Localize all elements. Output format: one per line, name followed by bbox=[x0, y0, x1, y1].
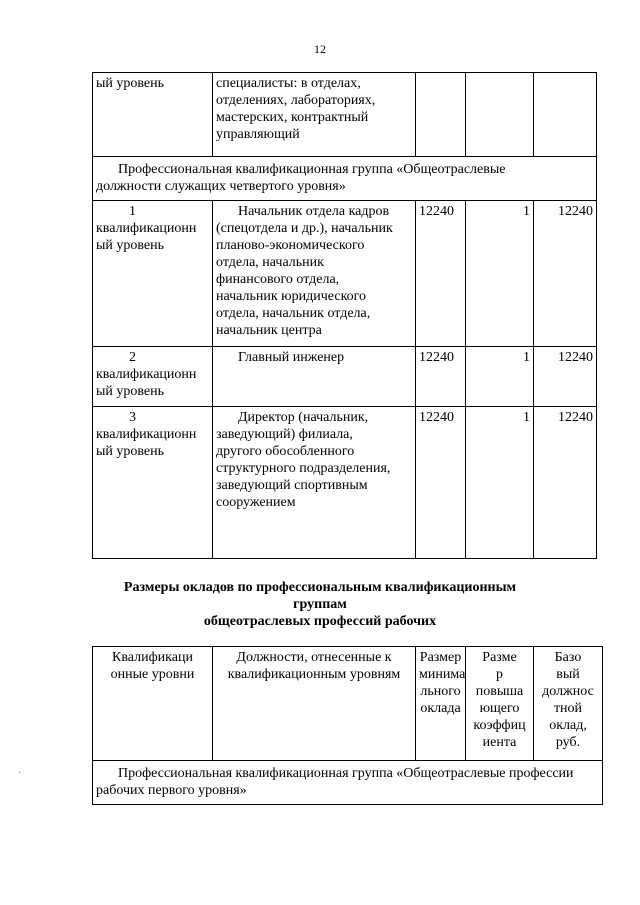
min-salary-cell: 12240 bbox=[416, 407, 466, 559]
position-line: отделениях, лабораториях, bbox=[216, 93, 376, 108]
position-line: заведующий спортивным bbox=[216, 478, 368, 493]
header-line: р bbox=[496, 667, 503, 682]
group-title-row bbox=[93, 761, 603, 805]
header-line: льного bbox=[420, 684, 461, 699]
level-cell bbox=[93, 407, 213, 559]
table-row-continuation bbox=[93, 73, 597, 157]
group-title-cell bbox=[93, 157, 597, 201]
position-line: финансового отдела, bbox=[216, 272, 340, 287]
page-number: 12 bbox=[314, 42, 326, 56]
positions-cell bbox=[213, 407, 416, 559]
level-line: ый уровень bbox=[96, 384, 165, 399]
table-row bbox=[93, 347, 597, 407]
header-line: оклад, bbox=[549, 718, 587, 733]
position-line: Главный инженер bbox=[238, 350, 345, 365]
position-line: (спецотдела и др.), начальник bbox=[216, 221, 393, 236]
empty-cell bbox=[534, 73, 597, 157]
header-line: Размер bbox=[419, 650, 462, 665]
header-line: квалификационным уровням bbox=[227, 667, 401, 682]
level-cell bbox=[93, 201, 213, 347]
heading-line3: общеотраслевых профессий рабочих bbox=[203, 614, 437, 629]
level-number: 1 bbox=[129, 204, 136, 219]
header-line: ющего bbox=[479, 701, 520, 716]
min-salary-cell: 12240 bbox=[416, 347, 466, 407]
header-line: Квалификаци bbox=[112, 650, 193, 665]
level-line: квалификационн bbox=[96, 367, 197, 382]
salary-table-workers bbox=[92, 646, 603, 805]
base-salary-cell: 12240 bbox=[534, 407, 597, 559]
group-title-line2: должности служащих четвертого уровня» bbox=[96, 179, 346, 194]
position-line: отдела, начальник отдела, bbox=[216, 306, 371, 321]
position-line: Начальник отдела кадров bbox=[238, 204, 390, 219]
group-title-cell bbox=[93, 761, 603, 805]
group-title-row bbox=[93, 157, 597, 201]
position-line: Директор (начальник, bbox=[238, 410, 369, 425]
header-row bbox=[93, 647, 603, 761]
header-line: Базо bbox=[554, 650, 582, 665]
positions-cell bbox=[213, 347, 416, 407]
header-min-salary bbox=[416, 647, 466, 761]
base-salary-cell: 12240 bbox=[534, 201, 597, 347]
empty-cell bbox=[416, 73, 466, 157]
position-line: заведующий) филиала, bbox=[216, 427, 353, 442]
coefficient-cell: 1 bbox=[466, 347, 534, 407]
level-line: ый уровень bbox=[96, 238, 165, 253]
scan-mark: · bbox=[18, 768, 22, 779]
header-line: коэффиц bbox=[473, 718, 526, 733]
header-line: повыша bbox=[475, 684, 524, 699]
header-base-salary bbox=[534, 647, 603, 761]
position-line: мастерских, контрактный bbox=[216, 110, 369, 125]
header-line: тной bbox=[553, 701, 583, 716]
salary-table-employees bbox=[92, 72, 597, 559]
group-title-line2: рабочих первого уровня» bbox=[96, 783, 247, 798]
base-salary-cell: 12240 bbox=[534, 347, 597, 407]
position-line: другого обособленного bbox=[216, 444, 355, 459]
level-line: ый уровень bbox=[96, 444, 165, 459]
heading-line2: группам bbox=[293, 597, 347, 612]
header-line: Должности, отнесенные к bbox=[236, 650, 392, 665]
level-line: квалификационн bbox=[96, 427, 197, 442]
level-text: ый уровень bbox=[96, 76, 165, 91]
header-line: оклада bbox=[420, 701, 461, 716]
position-line: начальник юридического bbox=[216, 289, 367, 304]
heading-line1: Размеры окладов по профессиональным квалификационным bbox=[123, 580, 517, 595]
level-number: 3 bbox=[129, 410, 136, 425]
empty-cell bbox=[466, 73, 534, 157]
position-line: сооружением bbox=[216, 495, 296, 510]
position-line: планово-экономического bbox=[216, 238, 365, 253]
header-coefficient bbox=[466, 647, 534, 761]
level-cell bbox=[93, 73, 213, 157]
table-row bbox=[93, 407, 597, 559]
header-levels bbox=[93, 647, 213, 761]
position-line: начальник центра bbox=[216, 323, 322, 338]
header-line: руб. bbox=[555, 735, 581, 750]
header-positions bbox=[213, 647, 416, 761]
positions-cell bbox=[213, 73, 416, 157]
header-line: иента bbox=[482, 735, 517, 750]
position-line: управляющий bbox=[216, 127, 300, 142]
header-line: минима bbox=[419, 667, 466, 682]
position-line: структурного подразделения, bbox=[216, 461, 391, 476]
table-row bbox=[93, 201, 597, 347]
position-line: отдела, начальник bbox=[216, 255, 324, 270]
position-line: специалисты: в отделах, bbox=[216, 76, 361, 91]
level-line: квалификационн bbox=[96, 221, 197, 236]
header-line: Разме bbox=[482, 650, 517, 665]
level-cell bbox=[93, 347, 213, 407]
level-number: 2 bbox=[129, 350, 136, 365]
header-line: должнос bbox=[542, 684, 594, 699]
coefficient-cell: 1 bbox=[466, 407, 534, 559]
group-title-line1: Профессиональная квалификационная группа «Общеотраслевые bbox=[118, 162, 506, 177]
header-line: вый bbox=[556, 667, 580, 682]
min-salary-cell: 12240 bbox=[416, 201, 466, 347]
positions-cell bbox=[213, 201, 416, 347]
group-title-line1: Профессиональная квалификационная группа «Общеотраслевые профессии bbox=[118, 766, 574, 781]
header-line: онные уровни bbox=[110, 667, 195, 682]
coefficient-cell: 1 bbox=[466, 201, 534, 347]
section-heading bbox=[0, 579, 640, 630]
